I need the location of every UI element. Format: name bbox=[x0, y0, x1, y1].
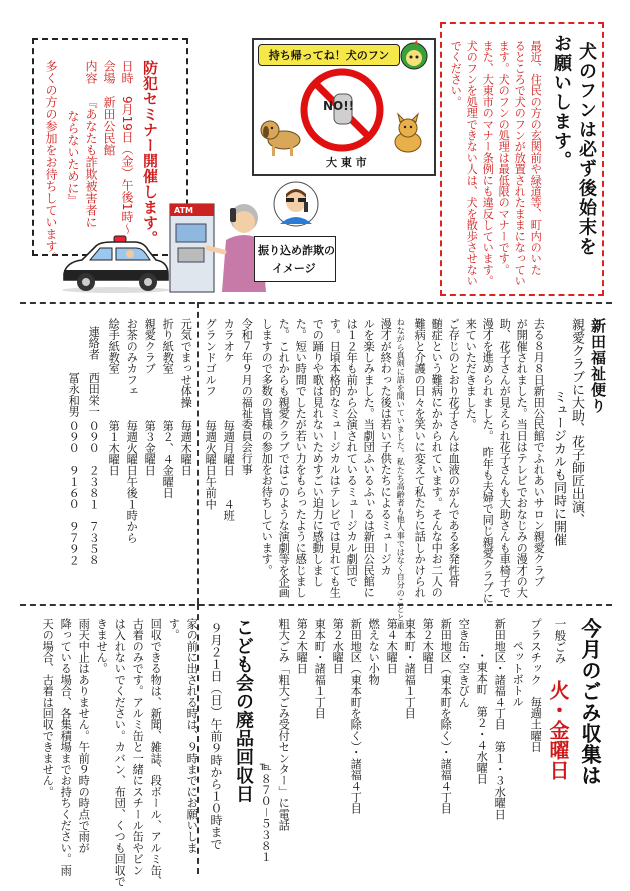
seminar-venue-value: 新田公民館 bbox=[102, 96, 116, 156]
event-schedule-0: 毎週月曜日 ４班 bbox=[222, 420, 236, 521]
seminar-content-value-2: ならないために』 bbox=[66, 110, 80, 206]
garbage-title: 今月のごみ収集は bbox=[578, 618, 602, 786]
garbage-general-label: 一般ごみ bbox=[553, 618, 568, 664]
seminar-title: 防犯セミナー開催します。 bbox=[141, 60, 159, 246]
welfare-body-2: 助、花子さんが見えられ花子さんも大助さんも車椅子で bbox=[498, 318, 512, 598]
event-name-6: 絵手紙教室 bbox=[107, 318, 121, 374]
scam-caption-line1: 振り込め詐欺の bbox=[258, 244, 335, 257]
garbage-burn-area: 新田地区（東本町を除く）・諸福４丁目 bbox=[349, 618, 363, 814]
welfare-body-4: 来ていただきました。 bbox=[464, 318, 478, 430]
seminar-date-value: 9月19日（金）午後1時～ bbox=[120, 96, 134, 235]
seminar-content-value-1: 『あなたも詐欺被害者に bbox=[84, 96, 98, 228]
recycle-body-6: 雨天中止はありません。午前９時の時点で雨が bbox=[77, 618, 91, 854]
welfare-body-5: ご存じのとおり花子さんは血液のがんである多発性骨 bbox=[447, 318, 461, 587]
events-header: 令和７年９月の福祉委員会行事 bbox=[240, 318, 254, 475]
garbage-cans-day: 第２木曜日 bbox=[421, 618, 435, 674]
welfare-body-9: 漫才が終わった後は若い子供たちによるミュージカ bbox=[379, 318, 393, 576]
event-name-2: 元気でまっせ体操 bbox=[179, 318, 193, 408]
divider-bottom bbox=[20, 604, 612, 606]
caller-man-icon bbox=[272, 180, 320, 232]
police-car-icon bbox=[56, 232, 174, 294]
seminar-date-label: 日時 bbox=[120, 60, 134, 84]
garbage-burn-day: 第２水曜日 bbox=[331, 618, 345, 674]
welfare-body-13: での踊りや歌は見れないためすごい迫力に感動しまし bbox=[311, 318, 325, 587]
event-schedule-1: 毎週火曜日午前中 bbox=[204, 420, 218, 510]
event-name-0: カラオケ bbox=[222, 318, 236, 363]
dog-left-icon bbox=[258, 110, 306, 158]
recycle-body-1: す。 bbox=[167, 618, 181, 641]
garbage-large: 粗大ごみ「粗大ごみ受付センター」に電話 bbox=[277, 618, 291, 831]
welfare-body-16: しますので多数の皆様の参加をお待ちしています。 bbox=[260, 318, 274, 576]
garbage-pet-label: ペットボトル bbox=[511, 640, 525, 708]
seminar-footer: 多くの方の参加をお待ちしています。 bbox=[44, 60, 58, 264]
recycle-body-5: きません。 bbox=[95, 618, 109, 674]
garbage-burn-day-2: 第２木曜日 bbox=[295, 618, 309, 674]
svg-text:ATM: ATM bbox=[174, 206, 193, 215]
dog-notice-body-1: るところで犬のフンが放置されたままになってい bbox=[513, 40, 527, 287]
recycle-body-8: 天の場合、古着は回収できません。 bbox=[41, 618, 55, 798]
seminar-venue-label: 会場 bbox=[102, 60, 116, 84]
event-name-3: 折り紙教室 bbox=[161, 318, 175, 374]
garbage-cans-area-2: 東本町・諸福１丁目 bbox=[403, 618, 417, 719]
welfare-body-7: 難病と介護の日々を笑いに変えて私たちに話しかけられ bbox=[413, 318, 427, 598]
dog-notice-body-4: 犬のフンを処理できない人は、犬を散歩させない bbox=[465, 40, 479, 287]
seminar-content-label: 内容 bbox=[84, 60, 98, 84]
garbage-pet-area-2: ・東本町 第２・４水曜日 bbox=[475, 650, 489, 785]
recycle-date: ９月２１日（日）午前９時から１０時まで bbox=[209, 622, 223, 850]
scam-caption-line2: イメージ bbox=[272, 262, 316, 275]
recycle-body-3: 古着のみです。アルミ缶と一緒にスチール缶やビン bbox=[131, 618, 145, 876]
garbage-pet-area-1: 新田地区・諸福４丁目 第１・３水曜日 bbox=[493, 618, 507, 820]
garbage-cans: 空き缶・空きびん bbox=[457, 618, 471, 708]
divider-top bbox=[20, 302, 612, 304]
dog-notice-title-1: 犬のフンは必ず後始末を bbox=[576, 42, 597, 257]
welfare-subtitle-1: 親愛クラブに大助、花子師匠出演、 bbox=[569, 318, 584, 526]
welfare-body-8: ねながら真剣に語を聞いていました。私たち高齢者も他人事ではなく自分のことと重 bbox=[396, 318, 407, 630]
poster-mascot-icon bbox=[398, 40, 430, 74]
event-schedule-3: 第２、４金曜日 bbox=[161, 420, 175, 499]
contact-name-0: 西田栄一 bbox=[87, 372, 101, 417]
welfare-body-12: す。日頃本格的なミュージカルはテレビでは見れても生 bbox=[328, 318, 342, 598]
event-name-5: お茶のみカフェ bbox=[125, 318, 139, 397]
welfare-body-3: 漫才を進められました。 昨年も夫婦で同じ親愛クラブに bbox=[481, 318, 495, 604]
welfare-body-6: 髄症という難病にかかられています。そんな中お二人の bbox=[430, 318, 444, 598]
event-schedule-6: 第１木曜日 bbox=[107, 420, 121, 476]
garbage-cans-day-2: 第４木曜日 bbox=[385, 618, 399, 674]
recycle-body-2: 回収できる物は、新聞、雑誌、段ボール、アルミ缶、 bbox=[149, 618, 163, 887]
dog-notice-body-0: 最近、住民の方の玄関前や緑道等、町内のいた bbox=[529, 40, 543, 276]
poster-city: 大 東 市 bbox=[326, 156, 367, 169]
welfare-body-11: は１２年も前から公演されているミュージカル劇団で bbox=[345, 318, 359, 587]
recycle-body-7: 降っている場合、各集積場までお持ちください。雨 bbox=[59, 618, 73, 876]
contact-name-1: 冨永和男 bbox=[67, 372, 81, 417]
welfare-body-14: た。短い時間でしたが若い力をもらったように感じまし bbox=[294, 318, 308, 598]
recycle-body-4: は入れないでください。カバン、布団、くつも回収で bbox=[113, 618, 127, 887]
welfare-body-0: 去る８月８日新田公民館でふれあいサロン親愛クラブ bbox=[532, 318, 546, 587]
event-name-4: 親愛クラブ bbox=[143, 318, 157, 374]
garbage-cans-area: 新田地区（東本町を除く）・諸福４丁目 bbox=[439, 618, 453, 814]
welfare-body-15: た。これからも親愛クラブではこのような演劇等を企画 bbox=[277, 318, 291, 598]
dog-notice-title-2: お願いします。 bbox=[551, 34, 572, 171]
garbage-general-days: 火・金曜日 bbox=[546, 680, 570, 780]
poster-sign-text: NO!! bbox=[323, 99, 355, 113]
garbage-burn-small: 燃えない小物 bbox=[367, 618, 381, 686]
garbage-burn-area-2: 東本町・諸福１丁目 bbox=[313, 618, 327, 719]
event-name-1: グランドゴルフ bbox=[204, 318, 218, 397]
garbage-plastic: プラスチック 毎週土曜日 bbox=[529, 618, 543, 753]
welfare-body-1: が開催されました。当日はテレビでおなじみの漫才の大 bbox=[515, 318, 529, 598]
welfare-title: 新田福祉便り bbox=[589, 318, 607, 414]
event-schedule-5: 毎週火曜日午後１時から bbox=[125, 420, 139, 544]
recycle-body-0: 家の前に出される時は、９時までにお願いしま bbox=[185, 618, 199, 854]
event-schedule-4: 第３金曜日 bbox=[143, 420, 157, 476]
contact-tel-1: ０９０ ９１６０ ９７９２ bbox=[67, 420, 81, 566]
contact-tel-0: ０９０ ２３８１ ７３５８ bbox=[87, 420, 101, 566]
contact-label: 連絡者 bbox=[87, 326, 101, 360]
event-schedule-2: 毎週木曜日 bbox=[179, 420, 193, 476]
recycle-title: こども会の廃品回収日 bbox=[233, 618, 254, 803]
dog-notice-body-3: また、大東市のマナー条例にも違反しています。 bbox=[481, 40, 495, 287]
welfare-body-10: ルを楽しみました。当劇団ふいるふぃるは新田公民館に bbox=[362, 318, 376, 598]
welfare-subtitle-2: ミュージカルも同時に開催 bbox=[551, 390, 566, 546]
dog-notice-body-2: ます。犬のフンの処理は最低限のマナーです。 bbox=[497, 40, 511, 276]
garbage-large-tel: ℡８７０－５３８１ bbox=[259, 760, 273, 863]
poster-banner-text: 持ち帰ってね！犬のフン bbox=[268, 49, 390, 62]
divider-mid-top bbox=[197, 302, 199, 604]
dog-right-icon bbox=[386, 112, 430, 158]
dog-notice-body-5: でください。 bbox=[449, 40, 463, 108]
